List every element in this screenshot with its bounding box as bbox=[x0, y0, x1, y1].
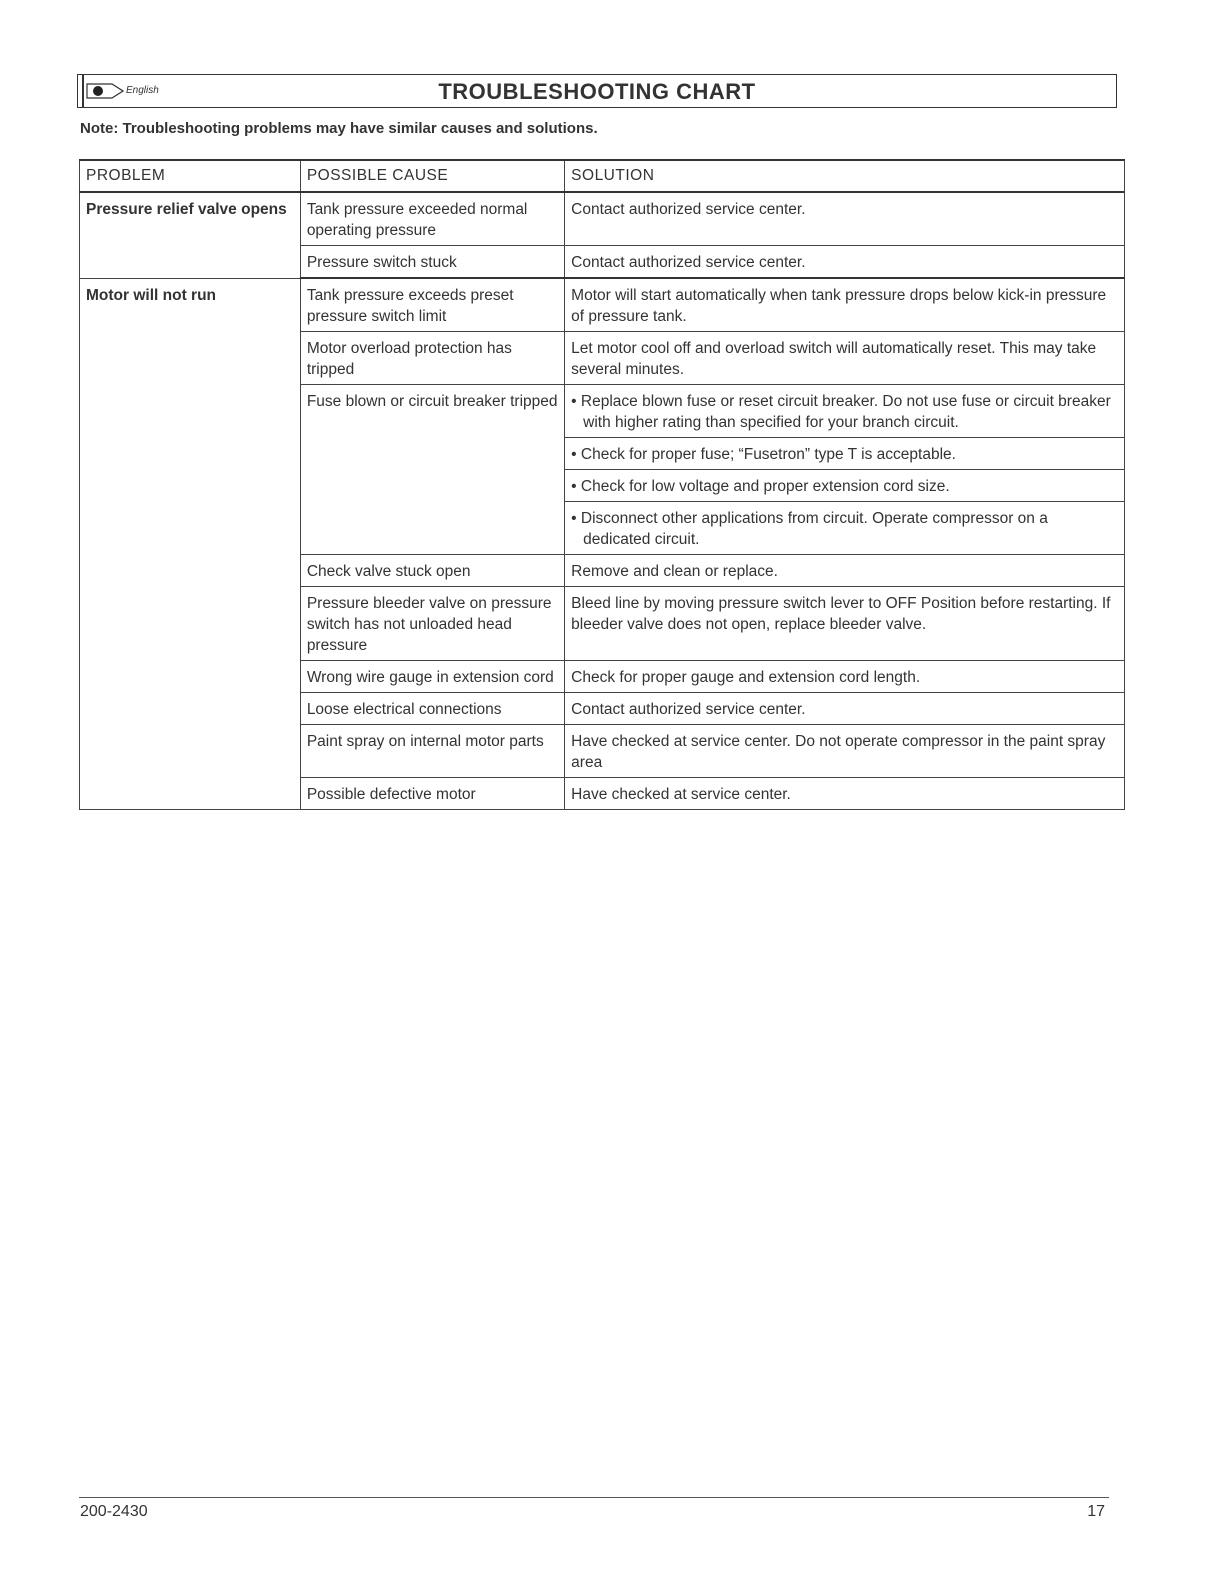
solution-cell: Contact authorized service center. bbox=[565, 246, 1125, 279]
page-title: TROUBLESHOOTING CHART bbox=[438, 79, 756, 104]
troubleshooting-table bbox=[79, 159, 1125, 810]
column-header-cause: POSSIBLE CAUSE bbox=[300, 160, 564, 192]
solution-bullet: • Check for low voltage and proper extension cord size. bbox=[571, 478, 950, 495]
solution-cell bbox=[565, 470, 1125, 502]
solution-bullet: • Replace blown fuse or reset circuit breaker. Do not use fuse or circuit breaker with higher rating than specified for your branch circuit. bbox=[571, 393, 1111, 431]
table-header-row bbox=[80, 160, 1125, 192]
solution-cell: Remove and clean or replace. bbox=[565, 555, 1125, 587]
cause-cell: Fuse blown or circuit breaker tripped bbox=[300, 385, 564, 555]
solution-cell bbox=[565, 385, 1125, 438]
solution-cell bbox=[565, 502, 1125, 555]
solution-cell: Have checked at service center. Do not operate compressor in the paint spray area bbox=[565, 725, 1125, 778]
cause-cell: Paint spray on internal motor parts bbox=[300, 725, 564, 778]
cause-cell: Loose electrical connections bbox=[300, 693, 564, 725]
column-header-solution: SOLUTION bbox=[565, 160, 1125, 192]
chart-header bbox=[77, 74, 1117, 108]
cause-cell: Tank pressure exceeds preset pressure switch limit bbox=[300, 278, 564, 332]
cause-cell: Motor overload protection has tripped bbox=[300, 332, 564, 385]
page-number: 17 bbox=[1087, 1503, 1105, 1520]
document-number: 200-2430 bbox=[80, 1503, 148, 1520]
solution-cell: Let motor cool off and overload switch will automatically reset. This may take several minutes. bbox=[565, 332, 1125, 385]
column-header-problem: PROBLEM bbox=[80, 160, 301, 192]
solution-cell: Have checked at service center. bbox=[565, 778, 1125, 810]
solution-cell: Contact authorized service center. bbox=[565, 693, 1125, 725]
footer-divider bbox=[79, 1497, 1109, 1498]
note-text: Note: Troubleshooting problems may have similar causes and solutions. bbox=[80, 120, 598, 137]
language-label: English bbox=[126, 85, 159, 96]
cause-cell: Wrong wire gauge in extension cord bbox=[300, 661, 564, 693]
solution-bullet: • Disconnect other applications from circuit. Operate compressor on a dedicated circuit. bbox=[571, 510, 1048, 548]
cause-cell: Tank pressure exceeded normal operating pressure bbox=[300, 192, 564, 246]
problem-cell: Motor will not run bbox=[80, 278, 301, 810]
cause-cell: Possible defective motor bbox=[300, 778, 564, 810]
solution-bullet: • Check for proper fuse; “Fusetron” type T is acceptable. bbox=[571, 446, 956, 463]
cause-cell: Pressure switch stuck bbox=[300, 246, 564, 279]
solution-cell: Motor will start automatically when tank pressure drops below kick-in pressure of pressure tank. bbox=[565, 278, 1125, 332]
solution-cell: Bleed line by moving pressure switch lever to OFF Position before restarting. If bleeder valve does not open, replace bleeder valve. bbox=[565, 587, 1125, 661]
cause-cell: Pressure bleeder valve on pressure switch has not unloaded head pressure bbox=[300, 587, 564, 661]
cause-cell: Check valve stuck open bbox=[300, 555, 564, 587]
problem-cell: Pressure relief valve opens bbox=[80, 192, 301, 278]
solution-cell bbox=[565, 438, 1125, 470]
solution-cell: Contact authorized service center. bbox=[565, 192, 1125, 246]
solution-cell: Check for proper gauge and extension cord length. bbox=[565, 661, 1125, 693]
table-row bbox=[80, 278, 1125, 332]
table-row bbox=[80, 192, 1125, 246]
